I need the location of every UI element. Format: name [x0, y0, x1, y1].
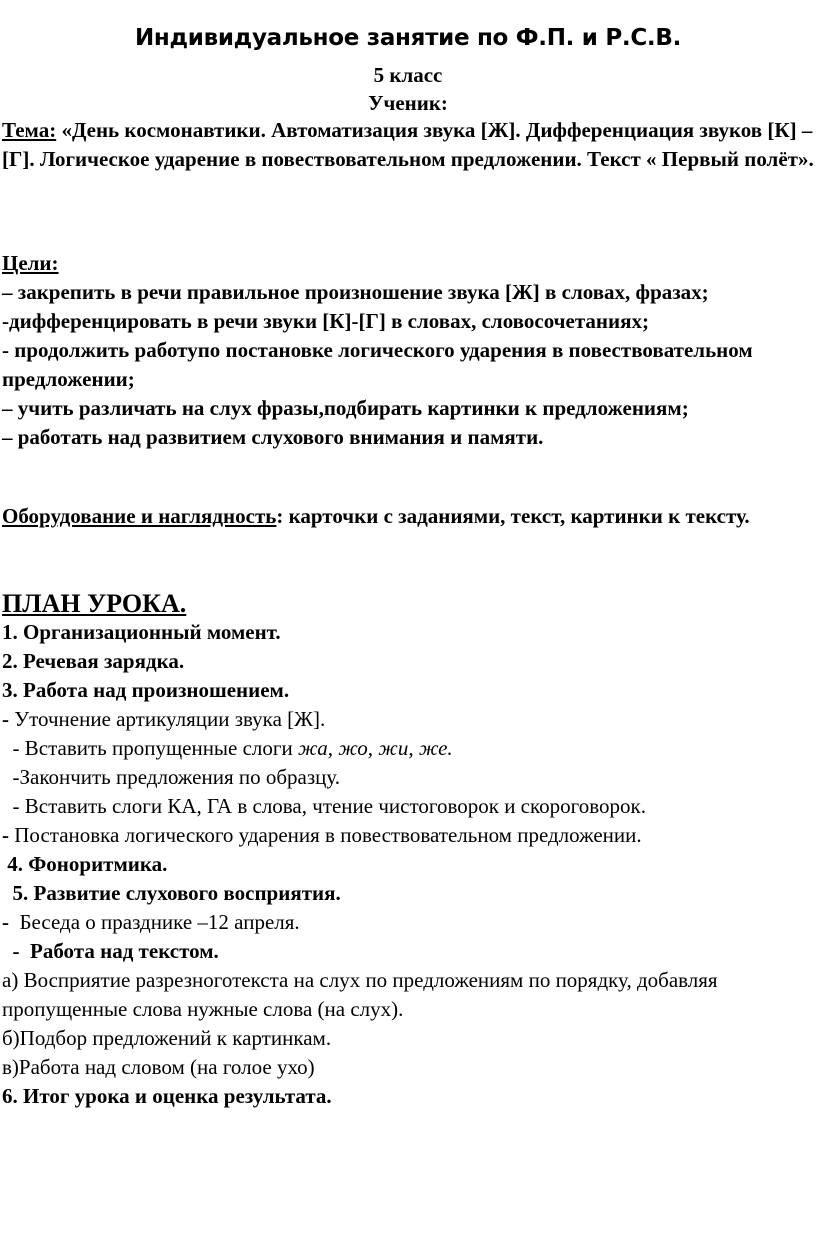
plan-dash: - — [2, 823, 15, 847]
plan-substep-text: Постановка логического ударения в повествовательном предложении. — [14, 823, 642, 847]
goals-label: Цели: — [2, 251, 59, 275]
plan-substep: в)Работа над словом (на голое ухо) — [2, 1055, 315, 1079]
equipment-paragraph — [2, 502, 814, 531]
plan-step: 4. Фоноритмика. — [2, 852, 168, 876]
plan-dash: - — [2, 707, 15, 731]
plan-substep-text: Уточнение артикуляции звука [Ж]. — [14, 707, 326, 731]
plan-substep: -Закончить предложения по образцу. — [2, 765, 341, 789]
plan-step: 3. Работа над произношением. — [2, 678, 290, 702]
plan-substep: б)Подбор предложений к картинкам. — [2, 1026, 332, 1050]
plan-substep-text: Беседа о празднике –12 апреля. — [19, 910, 300, 934]
topic-text: «День космонавтики. Автоматизация звука [Ж]. Дифференциация звуков [К] – [Г]. Логическое ударение в повествовательном предложении. Текст « Первый полёт». — [2, 118, 814, 171]
plan-substep: - Работа над текстом. — [2, 939, 219, 963]
plan-substep — [2, 734, 814, 763]
goal-item: – работать над развитием слухового внимания и памяти. — [2, 425, 544, 449]
plan-substep — [2, 908, 814, 937]
equipment-label: Оборудование и наглядность — [2, 504, 277, 528]
plan-substep: а) Восприятие разрезноготекста на слух по предложениям по порядку, добавляя пропущенные слова нужные слова (на слух). — [2, 968, 718, 1021]
plan-substep — [2, 705, 814, 734]
plan-syllables: жа, жо, жи, же. — [298, 736, 453, 760]
goal-item: - продолжить работупо постановке логического ударения в повествовательном предложении; — [2, 338, 753, 391]
goal-item: – учить различать на слух фразы,подбирать картинки к предложениям; — [2, 396, 689, 420]
plan-substep: - Вставить слоги КА, ГА в слова, чтение чистоговорок и скороговорок. — [2, 794, 646, 818]
plan-substep — [2, 821, 814, 850]
goals-section — [2, 249, 814, 452]
plan-heading: ПЛАН УРОКА. — [2, 589, 187, 618]
topic-label: Тема: — [2, 118, 57, 142]
grade-line: 5 класс — [373, 63, 443, 87]
goal-item: – закрепить в речи правильное произношение звука [Ж] в словах, фразах; — [2, 280, 709, 304]
plan-step: 6. Итог урока и оценка результата. — [2, 1084, 332, 1108]
plan-step: 5. Развитие слухового восприятия. — [2, 881, 341, 905]
plan-substep-text: - Вставить пропущенные слоги — [2, 736, 299, 760]
document-title: Индивидуальное занятие по Ф.П. и Р.С.В. — [134, 25, 682, 51]
topic-paragraph — [2, 116, 814, 174]
equipment-text: : карточки с заданиями, текст, картинки к тексту. — [276, 504, 750, 528]
plan-step: 2. Речевая зарядка. — [2, 649, 185, 673]
goal-item: -дифференцировать в речи звуки [К]-[Г] в словах, словосочетаниях; — [2, 309, 649, 333]
lesson-plan — [2, 618, 814, 1111]
student-line: Ученик: — [368, 91, 448, 115]
plan-dash: - — [2, 910, 20, 934]
plan-step: 1. Организационный момент. — [2, 620, 281, 644]
